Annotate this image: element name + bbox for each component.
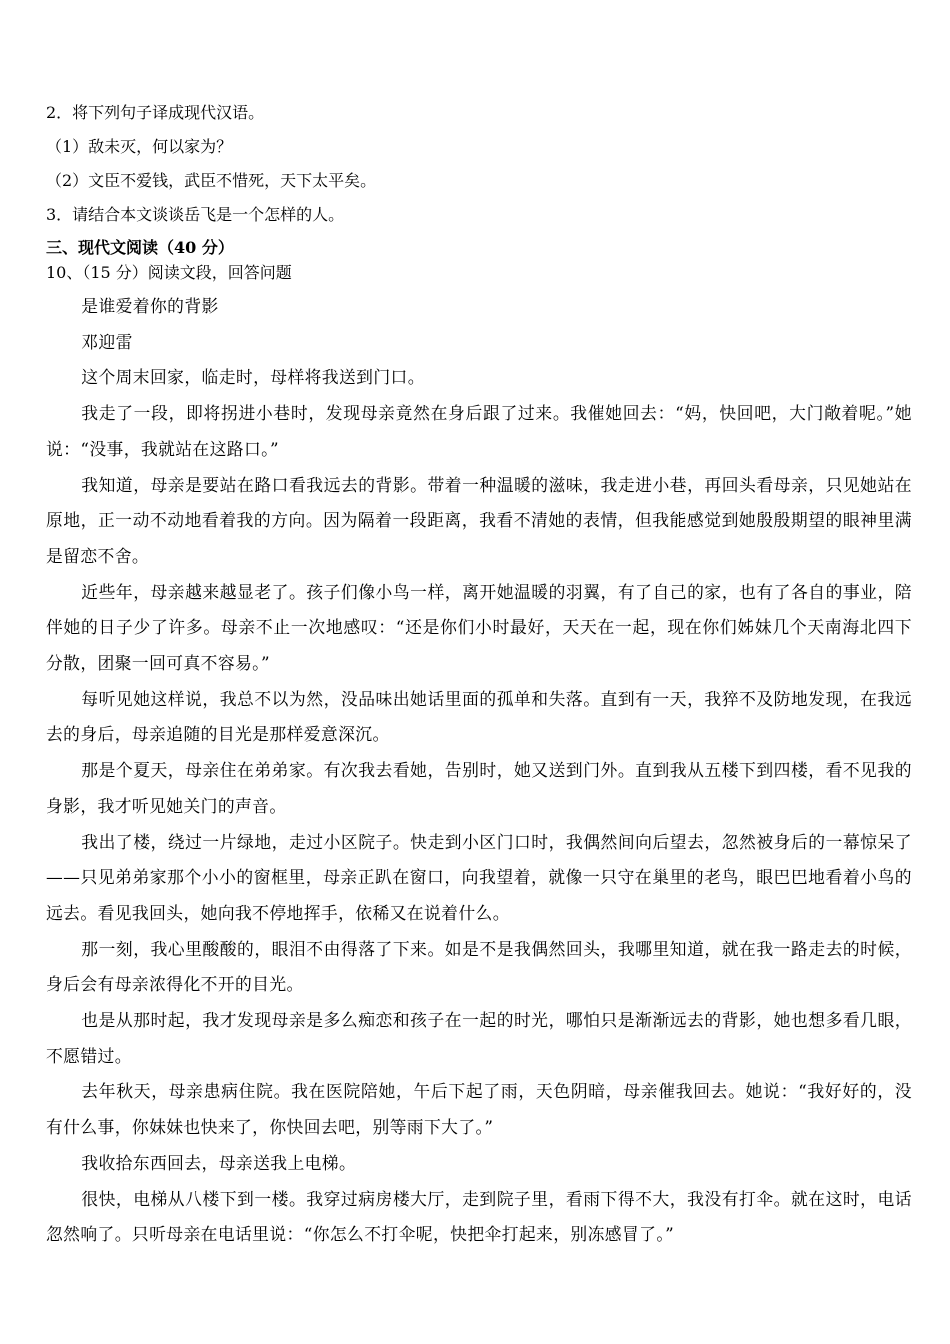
article-paragraph: 我知道，母亲是要站在路口看我远去的背影。带着一种温暖的滋味，我走进小巷，再回头看母亲，只见她站在原地，正一动不动地看着我的方向。因为隔着一段距离，我看不清她的表情，但我能感觉到她殷殷期望的眼神里满是留恋不舍。 bbox=[46, 474, 912, 566]
article-paragraph: 那是个夏天，母亲住在弟弟家。有次我去看她，告别时，她又送到门外。直到我从五楼下到四楼，看不见我的身影，我才听见她关门的声音。 bbox=[46, 760, 912, 816]
article-paragraph: 我出了楼，绕过一片绿地，走过小区院子。快走到小区门口时，我偶然间向后望去，忽然被身后的一幕惊呆了——只见弟弟家那个小小的窗框里，母亲正趴在窗口，向我望着，就像一只守在巢里的老鸟，眼巴巴地看着小鸟的远去。看见我回头，她向我不停地挥手，依稀又在说着什么。 bbox=[46, 831, 912, 923]
question-2: 2．将下列句子译成现代汉语。 bbox=[46, 103, 265, 122]
article-author: 邓迎雷 bbox=[81, 331, 133, 352]
article-body bbox=[46, 360, 912, 1253]
article-paragraph: 那一刻，我心里酸酸的，眼泪不由得落了下来。如是不是我偶然回头，我哪里知道，就在我一路走去的时候，身后会有母亲浓得化不开的目光。 bbox=[46, 938, 912, 995]
article-paragraph: 近些年，母亲越来越显老了。孩子们像小鸟一样，离开她温暖的羽翼，有了自己的家，也有了各自的事业，陪伴她的日子少了许多。母亲不止一次地感叹：“还是你们小时最好，天天在一起，现在你们姊妹几个天南海北四下分散，团聚一回可真不容易。” bbox=[46, 581, 912, 674]
article-paragraph: 也是从那时起，我才发现母亲是多么痴恋和孩子在一起的时光，哪怕只是渐渐远去的背影，她也想多看几眼，不愿错过。 bbox=[46, 1010, 912, 1066]
section-heading: 三、现代文阅读（40 分） bbox=[46, 238, 234, 257]
article-title: 是谁爱着你的背影 bbox=[81, 296, 219, 316]
question-3: 3．请结合本文谈谈岳飞是一个怎样的人。 bbox=[46, 205, 345, 224]
article-paragraph: 每听见她这样说，我总不以为然，没品味出她话里面的孤单和失落。直到有一天，我猝不及防地发现，在我远去的身后，母亲追随的目光是那样爱意深沉。 bbox=[46, 688, 912, 745]
article-paragraph: 我走了一段，即将拐进小巷时，发现母亲竟然在身后跟了过来。我催她回去：“妈，快回吧，大门敞着呢。”她说：“没事，我就站在这路口。” bbox=[46, 403, 912, 459]
article-paragraph: 很快，电梯从八楼下到一楼。我穿过病房楼大厅，走到院子里，看雨下得不大，我没有打伞。就在这时，电话忽然响了。只听母亲在电话里说：“你怎么不打伞呢，快把伞打起来，别冻感冒了。” bbox=[46, 1188, 912, 1245]
article bbox=[46, 289, 912, 1253]
question-2-item-2: （2）文臣不爱钱，武臣不惜死，天下太平矣。 bbox=[46, 171, 377, 190]
question-10: 10、（15 分）阅读文段，回答问题 bbox=[46, 263, 292, 282]
article-paragraph: 我收拾东西回去，母亲送我上电梯。 bbox=[81, 1152, 357, 1173]
questions-section bbox=[46, 100, 916, 294]
article-paragraph: 这个周末回家，临走时，母样将我送到门口。 bbox=[81, 367, 425, 388]
article-paragraph: 去年秋天，母亲患病住院。我在医院陪她，午后下起了雨，天色阴暗，母亲催我回去。她说：“我好好的，没有什么事，你妹妹也快来了，你快回去吧，别等雨下大了。” bbox=[46, 1081, 912, 1138]
question-2-item-1: （1）敌未灭，何以家为？ bbox=[46, 137, 233, 156]
